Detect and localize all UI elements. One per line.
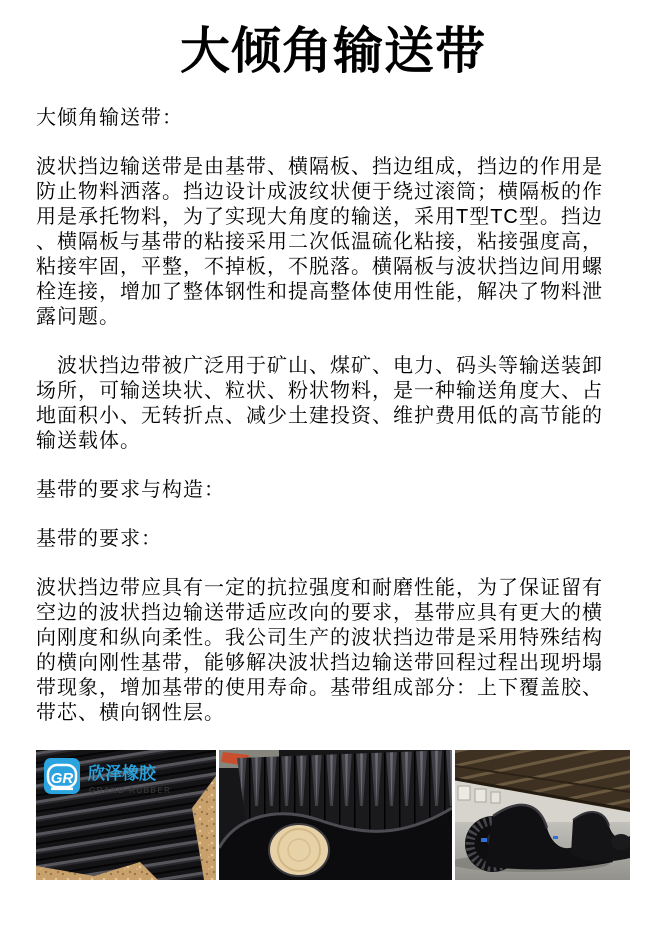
brand-name-en: GRAND RUBBER xyxy=(89,786,172,795)
window xyxy=(475,789,486,802)
intro-heading: 大倾角输送带： xyxy=(36,107,183,129)
heading-base-requirement: 基带的要求： xyxy=(36,528,162,550)
product-photo-gallery xyxy=(36,750,630,880)
page-title: 大倾角输送带 xyxy=(180,23,486,79)
heading-base-belt: 基带的要求与构造： xyxy=(36,479,225,501)
brand-name-cn: 欣泽橡胶 xyxy=(88,764,156,783)
paragraph-application: 波状挡边带被广泛用于矿山、煤矿、电力、码头等输送装卸场所，可输送块状、粒状、粉状物料，是一种输送角度大、占地面积小、无转折点、减少土建投资、维护费用低的高节能的输送载体。 xyxy=(36,355,603,452)
blue-tag xyxy=(481,838,487,842)
brand-monogram: GR xyxy=(50,770,74,787)
window xyxy=(491,792,500,803)
blue-tag xyxy=(553,836,558,839)
belt-photo-workshop xyxy=(455,750,630,880)
brand-logo xyxy=(44,758,171,795)
paragraph-base-requirement: 波状挡边带应具有一定的抗拉强度和耐磨性能，为了保证留有空边的波状挡边输送带适应改向的要求，基带应具有更大的横向刚度和纵向柔性。我公司生产的波状挡边带是采用特殊结构的横向刚性基带，能够解决波状挡边输送带回程过程出现坍塌带现象，增加基带的使用寿命。基带组成部分：上下覆盖胶、带芯、横向钢性层。 xyxy=(36,577,603,724)
article-body xyxy=(36,106,622,726)
belt-photo-loop xyxy=(219,750,452,880)
belt-photo-strips xyxy=(36,750,216,880)
window xyxy=(458,786,470,800)
paragraph-composition: 波状挡边输送带是由基带、横隔板、挡边组成，挡边的作用是防止物料洒落。挡边设计成波纹状便于绕过滚筒；横隔板的作用是承托物料，为了实现大角度的输送，采用T型TC型。挡边、横隔板与基带的粘接采用二次低温硫化粘接，粘接强度高，粘接牢固，平整，不掉板，不脱落。横隔板与波状挡边间用螺栓连接，增加了整体钢性和提高整体使用性能，解决了物料泄露问题。 xyxy=(36,156,603,328)
